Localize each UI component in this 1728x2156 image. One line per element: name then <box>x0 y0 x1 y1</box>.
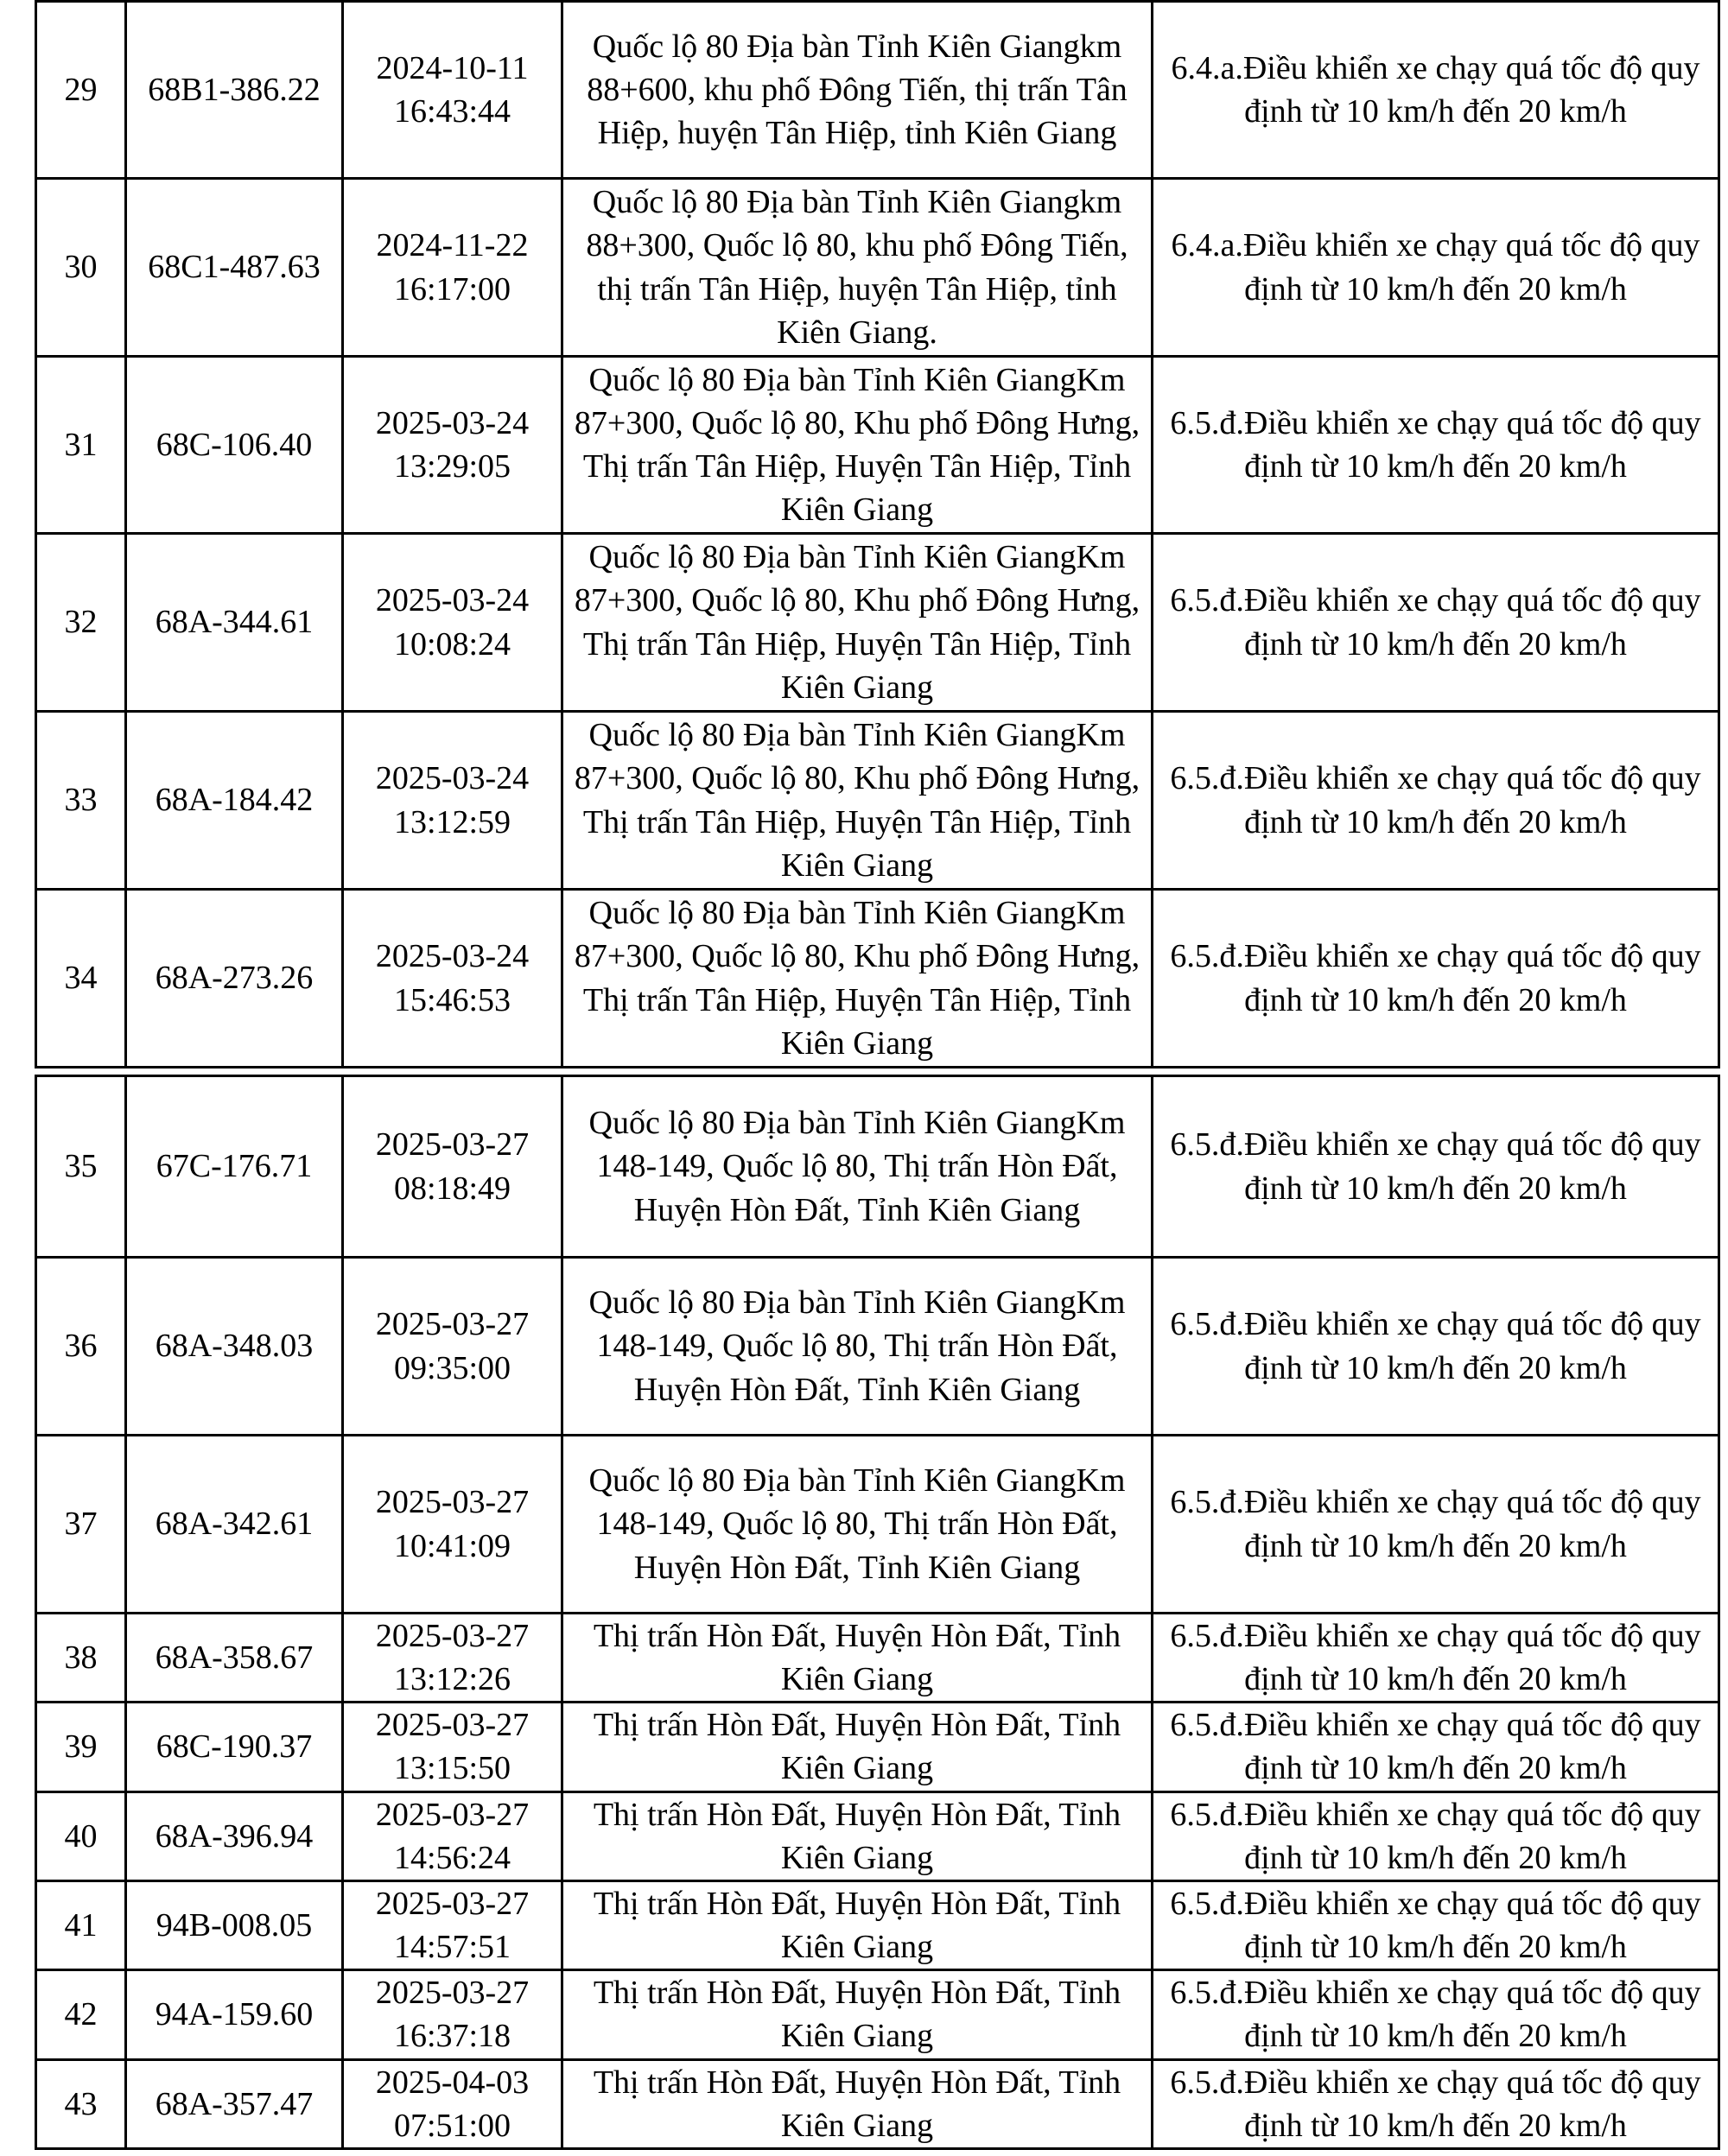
table-row <box>36 1614 1719 1703</box>
violation-date: 2025-03-24 <box>375 938 530 975</box>
violation-location: Quốc lộ 80 Địa bàn Tỉnh Kiên Giangkm 88+300, Quốc lộ 80, khu phố Đông Tiến, thị trấn Tân Hiệp, huyện Tân Hiệp, tỉnh Kiên Giang. <box>562 179 1153 357</box>
violation-description: 6.5.đ.Điều khiển xe chạy quá tốc độ quy định từ 10 km/h đến 20 km/h <box>1153 712 1719 890</box>
violation-description: 6.5.đ.Điều khiển xe chạy quá tốc độ quy định từ 10 km/h đến 20 km/h <box>1153 1791 1719 1880</box>
license-plate: 94B-008.05 <box>126 1880 343 1969</box>
row-number: 29 <box>36 2 126 179</box>
violation-datetime <box>343 1970 562 2059</box>
violation-description: 6.5.đ.Điều khiển xe chạy quá tốc độ quy định từ 10 km/h đến 20 km/h <box>1153 1436 1719 1614</box>
violation-datetime <box>343 1258 562 1436</box>
row-number: 37 <box>36 1436 126 1614</box>
row-number: 40 <box>36 1791 126 1880</box>
license-plate: 68A-344.61 <box>126 534 343 712</box>
table-row <box>36 1791 1719 1880</box>
row-number: 36 <box>36 1258 126 1436</box>
violation-time: 13:15:50 <box>393 1750 511 1787</box>
violation-time: 16:17:00 <box>393 270 511 308</box>
row-number: 30 <box>36 179 126 357</box>
violation-datetime <box>343 534 562 712</box>
violation-description: 6.5.đ.Điều khiển xe chạy quá tốc độ quy định từ 10 km/h đến 20 km/h <box>1153 1970 1719 2059</box>
violation-date: 2024-11-22 <box>376 227 529 264</box>
license-plate: 68B1-386.22 <box>126 2 343 179</box>
violation-time: 07:51:00 <box>393 2107 511 2144</box>
violation-description: 6.5.đ.Điều khiển xe chạy quá tốc độ quy định từ 10 km/h đến 20 km/h <box>1153 890 1719 1068</box>
table-row <box>36 1880 1719 1969</box>
table-row <box>36 357 1719 534</box>
row-number: 42 <box>36 1970 126 2059</box>
violation-location: Quốc lộ 80 Địa bàn Tỉnh Kiên GiangKm 148-149, Quốc lộ 80, Thị trấn Hòn Đất, Huyện Hòn Đất, Tỉnh Kiên Giang <box>562 1258 1153 1436</box>
violation-description: 6.5.đ.Điều khiển xe chạy quá tốc độ quy định từ 10 km/h đến 20 km/h <box>1153 1880 1719 1969</box>
violation-date: 2025-03-27 <box>375 1484 530 1521</box>
violation-datetime <box>343 1614 562 1703</box>
table-row <box>36 2 1719 179</box>
violation-date: 2025-03-27 <box>375 1796 530 1833</box>
page-break-gap-cell <box>36 1068 1719 1076</box>
violation-time: 14:56:24 <box>393 1839 511 1876</box>
violation-location: Quốc lộ 80 Địa bàn Tỉnh Kiên GiangKm 87+300, Quốc lộ 80, Khu phố Đông Hưng, Thị trấn Tân Hiệp, Huyện Tân Hiệp, Tỉnh Kiên Giang <box>562 357 1153 534</box>
license-plate: 68C1-487.63 <box>126 179 343 357</box>
violation-location: Thị trấn Hòn Đất, Huyện Hòn Đất, Tỉnh Kiên Giang <box>562 1880 1153 1969</box>
license-plate: 68A-348.03 <box>126 1258 343 1436</box>
violation-date: 2025-03-27 <box>375 1707 530 1744</box>
violation-datetime <box>343 2059 562 2148</box>
violation-location: Thị trấn Hòn Đất, Huyện Hòn Đất, Tỉnh Kiên Giang <box>562 1703 1153 1791</box>
violation-description: 6.5.đ.Điều khiển xe chạy quá tốc độ quy định từ 10 km/h đến 20 km/h <box>1153 357 1719 534</box>
table-row <box>36 890 1719 1068</box>
violation-location: Quốc lộ 80 Địa bàn Tỉnh Kiên GiangKm 87+300, Quốc lộ 80, Khu phố Đông Hưng, Thị trấn Tân Hiệp, Huyện Tân Hiệp, Tỉnh Kiên Giang <box>562 534 1153 712</box>
violation-time: 10:41:09 <box>393 1527 511 1564</box>
violation-time: 15:46:53 <box>393 981 511 1018</box>
violation-datetime <box>343 357 562 534</box>
row-number: 35 <box>36 1076 126 1258</box>
row-number: 31 <box>36 357 126 534</box>
violation-time: 16:37:18 <box>393 2018 511 2055</box>
violation-description: 6.4.a.Điều khiển xe chạy quá tốc độ quy định từ 10 km/h đến 20 km/h <box>1153 2 1719 179</box>
violation-location: Thị trấn Hòn Đất, Huyện Hòn Đất, Tỉnh Kiên Giang <box>562 1970 1153 2059</box>
violation-time: 14:57:51 <box>393 1929 511 1966</box>
violation-date: 2025-03-27 <box>375 1126 530 1164</box>
violations-table-body <box>36 2 1719 2149</box>
violation-location: Quốc lộ 80 Địa bàn Tỉnh Kiên GiangKm 148-149, Quốc lộ 80, Thị trấn Hòn Đất, Huyện Hòn Đất, Tỉnh Kiên Giang <box>562 1436 1153 1614</box>
violation-date: 2025-03-27 <box>375 1975 530 2012</box>
table-row <box>36 1258 1719 1436</box>
table-row <box>36 1436 1719 1614</box>
table-row <box>36 534 1719 712</box>
table-row <box>36 2059 1719 2148</box>
violation-datetime <box>343 712 562 890</box>
violation-location: Quốc lộ 80 Địa bàn Tỉnh Kiên GiangKm 148-149, Quốc lộ 80, Thị trấn Hòn Đất, Huyện Hòn Đất, Tỉnh Kiên Giang <box>562 1076 1153 1258</box>
violation-description: 6.5.đ.Điều khiển xe chạy quá tốc độ quy định từ 10 km/h đến 20 km/h <box>1153 1076 1719 1258</box>
violation-datetime <box>343 1076 562 1258</box>
violation-datetime <box>343 1791 562 1880</box>
row-number: 43 <box>36 2059 126 2148</box>
violation-description: 6.5.đ.Điều khiển xe chạy quá tốc độ quy định từ 10 km/h đến 20 km/h <box>1153 2059 1719 2148</box>
violation-time: 10:08:24 <box>393 625 511 663</box>
violation-date: 2025-03-24 <box>375 582 530 619</box>
violation-date: 2024-10-11 <box>376 49 529 86</box>
row-number: 33 <box>36 712 126 890</box>
license-plate: 68A-396.94 <box>126 1791 343 1880</box>
document-page <box>35 0 1718 2150</box>
violation-time: 09:35:00 <box>393 1349 511 1386</box>
table-row <box>36 1076 1719 1258</box>
violation-description: 6.5.đ.Điều khiển xe chạy quá tốc độ quy định từ 10 km/h đến 20 km/h <box>1153 1703 1719 1791</box>
violation-location: Quốc lộ 80 Địa bàn Tỉnh Kiên Giangkm 88+600, khu phố Đông Tiến, thị trấn Tân Hiệp, huyện Tân Hiệp, tỉnh Kiên Giang <box>562 2 1153 179</box>
violation-datetime <box>343 1703 562 1791</box>
license-plate: 68A-357.47 <box>126 2059 343 2148</box>
violation-time: 08:18:49 <box>393 1170 511 1207</box>
violation-time: 13:29:05 <box>393 448 511 485</box>
violation-location: Quốc lộ 80 Địa bàn Tỉnh Kiên GiangKm 87+300, Quốc lộ 80, Khu phố Đông Hưng, Thị trấn Tân Hiệp, Huyện Tân Hiệp, Tỉnh Kiên Giang <box>562 890 1153 1068</box>
violation-date: 2025-04-03 <box>375 2064 530 2101</box>
violation-description: 6.4.a.Điều khiển xe chạy quá tốc độ quy định từ 10 km/h đến 20 km/h <box>1153 179 1719 357</box>
violation-description: 6.5.đ.Điều khiển xe chạy quá tốc độ quy định từ 10 km/h đến 20 km/h <box>1153 1614 1719 1703</box>
violation-date: 2025-03-27 <box>375 1306 530 1343</box>
license-plate: 94A-159.60 <box>126 1970 343 2059</box>
violation-datetime <box>343 1436 562 1614</box>
license-plate: 68C-190.37 <box>126 1703 343 1791</box>
violation-time: 13:12:26 <box>393 1661 511 1698</box>
violation-date: 2025-03-27 <box>375 1618 530 1654</box>
license-plate: 68C-106.40 <box>126 357 343 534</box>
violation-description: 6.5.đ.Điều khiển xe chạy quá tốc độ quy định từ 10 km/h đến 20 km/h <box>1153 1258 1719 1436</box>
violation-location: Thị trấn Hòn Đất, Huyện Hòn Đất, Tỉnh Kiên Giang <box>562 1614 1153 1703</box>
table-row <box>36 712 1719 890</box>
violation-date: 2025-03-24 <box>375 760 530 797</box>
violation-location: Thị trấn Hòn Đất, Huyện Hòn Đất, Tỉnh Kiên Giang <box>562 1791 1153 1880</box>
row-number: 38 <box>36 1614 126 1703</box>
violation-description: 6.5.đ.Điều khiển xe chạy quá tốc độ quy định từ 10 km/h đến 20 km/h <box>1153 534 1719 712</box>
violation-datetime <box>343 890 562 1068</box>
violation-location: Thị trấn Hòn Đất, Huyện Hòn Đất, Tỉnh Kiên Giang <box>562 2059 1153 2148</box>
table-row <box>36 179 1719 357</box>
violation-datetime <box>343 2 562 179</box>
violation-location: Quốc lộ 80 Địa bàn Tỉnh Kiên GiangKm 87+300, Quốc lộ 80, Khu phố Đông Hưng, Thị trấn Tân Hiệp, Huyện Tân Hiệp, Tỉnh Kiên Giang <box>562 712 1153 890</box>
violation-date: 2025-03-27 <box>375 1885 530 1922</box>
violation-date: 2025-03-24 <box>375 404 530 441</box>
license-plate: 68A-184.42 <box>126 712 343 890</box>
violation-time: 13:12:59 <box>393 803 511 840</box>
page-break-gap <box>36 1068 1719 1076</box>
license-plate: 67C-176.71 <box>126 1076 343 1258</box>
row-number: 41 <box>36 1880 126 1969</box>
license-plate: 68A-358.67 <box>126 1614 343 1703</box>
license-plate: 68A-273.26 <box>126 890 343 1068</box>
license-plate: 68A-342.61 <box>126 1436 343 1614</box>
table-row <box>36 1970 1719 2059</box>
violations-table <box>35 0 1720 2150</box>
violation-datetime <box>343 179 562 357</box>
row-number: 34 <box>36 890 126 1068</box>
violation-time: 16:43:44 <box>393 93 511 130</box>
table-row <box>36 1703 1719 1791</box>
row-number: 32 <box>36 534 126 712</box>
row-number: 39 <box>36 1703 126 1791</box>
violation-datetime <box>343 1880 562 1969</box>
